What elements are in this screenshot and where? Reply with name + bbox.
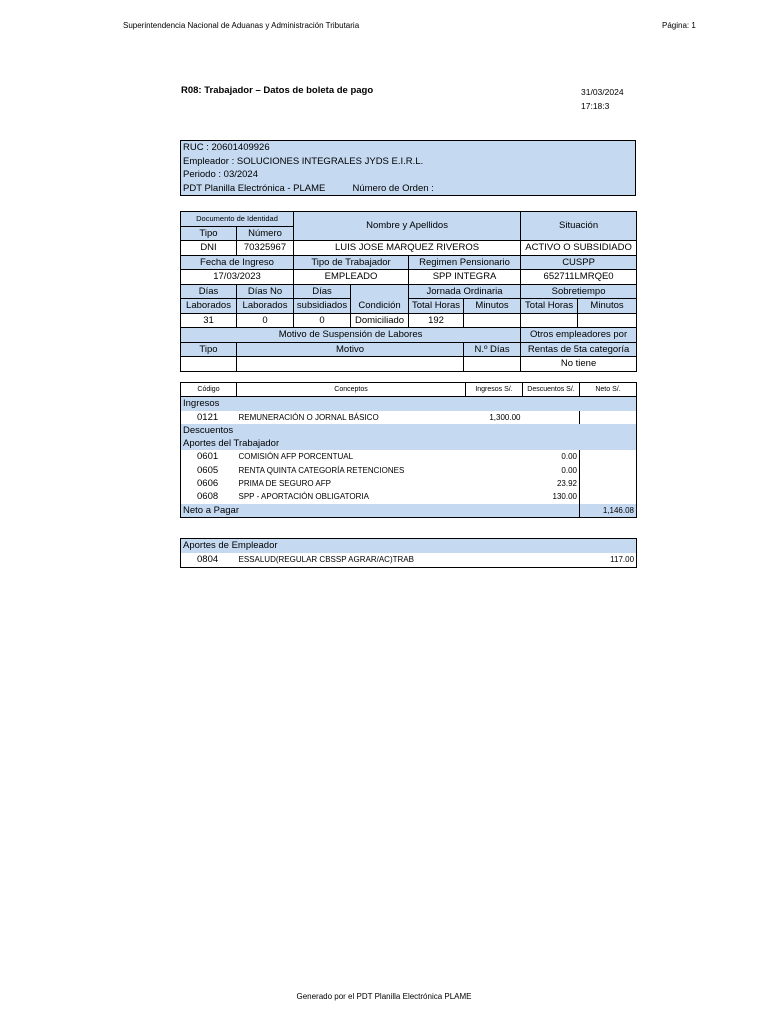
table-row [181, 450, 637, 463]
ruc-line: RUC : 20601409926 [183, 142, 270, 153]
employer-contrib-section-row [181, 539, 637, 554]
employer-contrib-table [180, 538, 637, 568]
concept-name: RENTA QUINTA CATEGORÍA RETENCIONES [238, 465, 405, 475]
situation-label: Situación [521, 212, 637, 241]
name-label: Nombre y Apellidos [294, 212, 521, 241]
employer-contrib-label: Aportes de Empleador [181, 539, 637, 554]
employer-line: Empleador : SOLUCIONES INTEGRALES JYDS E.I.R.L. [183, 155, 424, 167]
ordinary-minutes-label: Minutos [464, 299, 521, 314]
empty-cell [580, 490, 637, 503]
period-line: Periodo : 03/2024 [183, 169, 259, 180]
concept-code: 0804 [197, 554, 219, 565]
empty-cell [466, 450, 523, 463]
col-code-header: Código [181, 383, 237, 397]
suspension-type-label: Tipo [181, 342, 237, 357]
suspension-motive-value [237, 357, 464, 372]
deductions-section-label: Descuentos [181, 424, 637, 437]
doc-number-label: Número [237, 226, 294, 241]
empty-cell [466, 464, 523, 477]
suspension-type-value [181, 357, 237, 372]
empty-cell [466, 490, 523, 503]
worker-type-label: Tipo de Trabajador [294, 255, 409, 270]
report-timestamp [581, 85, 624, 113]
concept-code: 0601 [197, 451, 219, 463]
overtime-label: Sobretiempo [521, 284, 637, 299]
other-employers-value: No tiene [521, 357, 637, 372]
hire-date-label: Fecha de Ingreso [181, 255, 294, 270]
days-not-worked-value: 0 [237, 313, 294, 328]
col-net-header: Neto S/. [580, 383, 637, 397]
doc-number-value: 70325967 [237, 241, 294, 256]
cuspp-value: 652711LMRQE0 [521, 270, 637, 285]
overtime-total-hours-value [521, 313, 578, 328]
net-pay-row [181, 504, 637, 518]
page-number: Página: 1 [662, 21, 696, 30]
concept-name: SPP - APORTACIÓN OBLIGATORIA [238, 492, 369, 502]
col-deductions-header: Descuentos S/. [523, 383, 580, 397]
order-number-line: Número de Orden : [352, 182, 434, 194]
overtime-minutes-label: Minutos [578, 299, 637, 314]
suspension-motive-label: Motivo [237, 342, 464, 357]
doc-type-value: DNI [181, 241, 237, 256]
other-employers-label-2: Rentas de 5ta categoría [521, 342, 637, 357]
report-date: 31/03/2024 [581, 87, 624, 97]
pension-regime-label: Regimen Pensionario [409, 255, 521, 270]
income-section-row [181, 397, 637, 411]
table-row [181, 490, 637, 503]
empty-cell [523, 411, 580, 424]
concept-name: ESSALUD(REGULAR CBSSP AGRAR/AC)TRAB [238, 555, 414, 564]
condition-label: Condición [351, 284, 409, 313]
concepts-table [180, 382, 637, 518]
overtime-minutes-value [578, 313, 637, 328]
income-section-label: Ingresos [181, 397, 637, 411]
institution-name: Superintendencia Nacional de Aduanas y Administración Tributaria [123, 21, 360, 30]
days-not-worked-label-1: Días No [237, 284, 294, 299]
table-row [181, 477, 637, 490]
empty-cell [580, 450, 637, 463]
worker-contrib-section-row [181, 437, 637, 450]
worker-type-value: EMPLEADO [294, 270, 409, 285]
deductions-section-row [181, 424, 637, 437]
net-pay-value: 1,146.08 [580, 504, 637, 518]
col-income-header: Ingresos S/. [466, 383, 523, 397]
deduction-amount: 130.00 [552, 492, 577, 502]
deduction-amount: 0.00 [561, 465, 577, 475]
deduction-amount: 0.00 [561, 452, 577, 462]
empty-cell [580, 477, 637, 490]
days-worked-value: 31 [181, 313, 237, 328]
name-value: LUIS JOSE MARQUEZ RIVEROS [294, 241, 521, 256]
ordinary-hours-label: Jornada Ordinaria [409, 284, 521, 299]
days-subsidized-value: 0 [294, 313, 351, 328]
deduction-amount: 23.92 [556, 479, 577, 489]
suspension-reason-label: Motivo de Suspensión de Labores [181, 328, 521, 343]
hire-date-value: 17/03/2023 [181, 270, 294, 285]
col-concept-header: Conceptos [237, 383, 466, 397]
overtime-total-hours-label: Total Horas [521, 299, 578, 314]
ordinary-total-hours-label: Total Horas [409, 299, 464, 314]
footer-text: Generado por el PDT Planilla Electrónica PLAME [296, 992, 472, 1001]
pension-regime-value: SPP INTEGRA [409, 270, 521, 285]
employer-contrib-amount: 117.00 [610, 555, 635, 564]
concept-code: 0121 [197, 411, 219, 423]
table-row [181, 553, 637, 568]
concept-name: REMUNERACIÓN O JORNAL BÁSICO [238, 412, 379, 422]
days-worked-label-2: Laborados [181, 299, 237, 314]
days-subsidized-label-1: Días [294, 284, 351, 299]
table-row [181, 411, 637, 424]
worker-contrib-section-label: Aportes del Trabajador [181, 437, 637, 450]
concept-code: 0605 [197, 464, 219, 476]
days-worked-label-1: Días [181, 284, 237, 299]
concept-code: 0606 [197, 478, 219, 490]
other-employers-label-1: Otros empleadores por [521, 328, 637, 343]
days-subsidized-label-2: subsidiados [294, 299, 351, 314]
condition-value: Domiciliado [351, 313, 409, 328]
empty-cell [466, 477, 523, 490]
report-time: 17:18:3 [581, 101, 610, 111]
concept-name: PRIMA DE SEGURO AFP [238, 479, 331, 489]
table-row [181, 464, 637, 477]
concept-code: 0608 [197, 491, 219, 503]
income-amount: 1,300.00 [489, 412, 521, 422]
report-title: R08: Trabajador – Datos de boleta de pago [181, 85, 374, 96]
pdt-line: PDT Planilla Electrónica - PLAME [183, 182, 326, 194]
ordinary-minutes-value [464, 313, 521, 328]
suspension-days-value [464, 357, 521, 372]
concept-name: COMISIÓN AFP PORCENTUAL [238, 452, 354, 462]
doc-identity-label: Documento de Identidad [181, 212, 294, 227]
ordinary-total-hours-value: 192 [409, 313, 464, 328]
empty-cell [580, 411, 637, 424]
concepts-header-row [181, 383, 637, 397]
days-not-worked-label-2: Laborados [237, 299, 294, 314]
employer-info-box [180, 140, 636, 196]
empty-cell [580, 464, 637, 477]
net-pay-label: Neto a Pagar [181, 504, 580, 518]
situation-value: ACTIVO O SUBSIDIADO [521, 241, 637, 256]
worker-data-table [180, 211, 637, 372]
suspension-days-label: N.º Días [464, 342, 521, 357]
doc-type-label: Tipo [181, 226, 237, 241]
cuspp-label: CUSPP [521, 255, 637, 270]
